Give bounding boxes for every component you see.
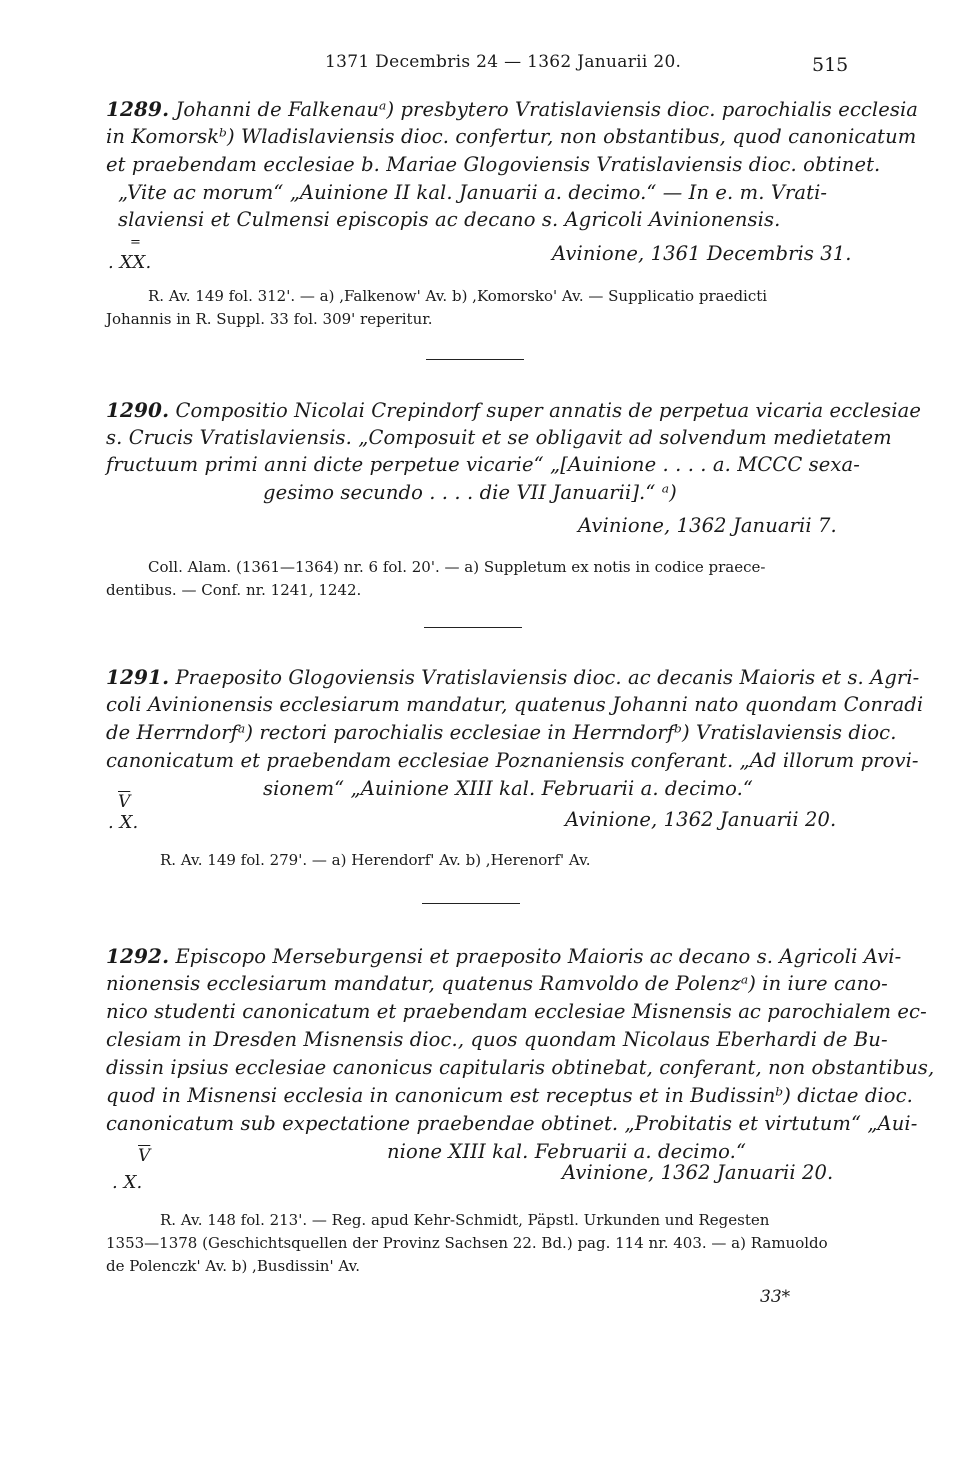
entry-line: nico studenti canonicatum et praebendam ecclesiae Misnensis ac parochialem ec- (106, 1000, 927, 1023)
footnote-line: dentibus. — Conf. nr. 1241, 1242. (106, 581, 362, 599)
entry-line (106, 944, 901, 968)
footnote-line: R. Av. 149 fol. 312'. — a) ,Falkenow' Av. b) ,Komorsko' Av. — Supplicatio praedicti (148, 287, 768, 305)
chancery-mark: . X. (112, 1172, 143, 1193)
signature-mark: 33* (760, 1287, 791, 1307)
header-title: 1371 Decembris 24 — 1362 Januarii 20. (325, 52, 682, 72)
entry-number: 1292. (106, 944, 170, 968)
chancery-mark-top: = (130, 235, 141, 250)
entry-line: slaviensi et Culmensi episcopis ac decano s. Agricoli Avinionensis. (118, 208, 781, 231)
separator-rule (422, 903, 520, 904)
footnote-line: Johannis in R. Suppl. 33 fol. 309' reperitur. (106, 310, 433, 328)
entry-line: canonicatum et praebendam ecclesiae Poznaniensis conferant. „Ad illorum provi- (106, 749, 919, 772)
entry-line: quod in Misnensi ecclesia in canonicum est receptus et in Budissinᵇ) dictae dioc. (106, 1084, 913, 1107)
chancery-mark-top: $\overline{V}$ (138, 1146, 151, 1166)
entry-line (106, 398, 921, 422)
entry-text: Johanni de Falkenauᵃ) presbytero Vratislaviensis dioc. parochialis ecclesia (175, 98, 919, 121)
entry-text: Praeposito Glogoviensis Vratislaviensis dioc. ac decanis Maioris et s. Agri- (175, 666, 920, 689)
footnote-line: 1353—1378 (Geschichtsquellen der Provinz Sachsen 22. Bd.) pag. 114 nr. 403. — a) Ramuoldo (106, 1234, 828, 1252)
entry-line: canonicatum sub expectatione praebendae obtinet. „Probitatis et virtutum“ „Aui- (106, 1112, 918, 1135)
entry-line: „Vite ac morum“ „Auinione II kal. Januarii a. decimo.“ — In e. m. Vrati- (118, 181, 828, 204)
entry-line: de Herrndorfᵃ) rectori parochialis ecclesiae in Herrndorfᵇ) Vratislaviensis dioc. (106, 721, 897, 744)
chancery-mark-top: $\overline{V}$ (118, 792, 131, 812)
entry-number: 1291. (106, 665, 170, 689)
entry-date: Avinione, 1362 Januarii 7. (578, 514, 837, 537)
footnote-line: Coll. Alam. (1361—1364) nr. 6 fol. 20'. — a) Suppletum ex notis in codice praece- (148, 558, 766, 576)
running-header (0, 52, 960, 82)
entry-line: sionem“ „Auinione XIII kal. Februarii a. decimo.“ (263, 777, 753, 800)
footnote-line: R. Av. 149 fol. 279'. — a) Herendorf' Av. b) ,Herenorf' Av. (160, 851, 591, 869)
entry-line: in Komorskᵇ) Wladislaviensis dioc. confertur, non obstantibus, quod canonicatum (106, 125, 917, 148)
entry-line (106, 665, 919, 689)
entry-line: gesimo secundo . . . . die VII Januarii].“ ᵃ) (263, 481, 677, 504)
footnote-line: R. Av. 148 fol. 213'. — Reg. apud Kehr-Schmidt, Päpstl. Urkunden und Regesten (160, 1211, 770, 1229)
entry-line: clesiam in Dresden Misnensis dioc., quos quondam Nicolaus Eberhardi de Bu- (106, 1028, 888, 1051)
entry-text: Episcopo Merseburgensi et praeposito Maioris ac decano s. Agricoli Avi- (175, 945, 902, 968)
footnote-line: de Polenczk' Av. b) ,Busdissin' Av. (106, 1257, 361, 1275)
entry-line: fructuum primi anni dicte perpetue vicarie“ „[Auinione . . . . a. MCCC sexa- (106, 453, 860, 476)
entry-date: Avinione, 1361 Decembris 31. (552, 242, 852, 265)
entry-number: 1290. (106, 398, 170, 422)
chancery-mark: . XX. (108, 252, 152, 273)
separator-rule (424, 627, 522, 628)
entry-date: Avinione, 1362 Januarii 20. (562, 1161, 834, 1184)
entry-text: Compositio Nicolai Crepindorf super annatis de perpetua vicaria ecclesiae (175, 399, 921, 422)
page-number: 515 (812, 54, 849, 76)
entry-line: s. Crucis Vratislaviensis. „Composuit et se obligavit ad solvendum medietatem (106, 426, 892, 449)
entry-line: nionensis ecclesiarum mandatur, quatenus Ramvoldo de Polenzᵃ) in iure cano- (106, 972, 888, 995)
entry-date: Avinione, 1362 Januarii 20. (565, 808, 837, 831)
entry-line: coli Avinionensis ecclesiarum mandatur, quatenus Johanni nato quondam Conradi (106, 693, 924, 716)
entry-line: nione XIII kal. Februarii a. decimo.“ (387, 1140, 747, 1163)
entry-line: dissin ipsius ecclesiae canonicus capitularis obtinebat, conferant, non obstantibus, (106, 1056, 935, 1079)
entry-line: et praebendam ecclesiae b. Mariae Glogoviensis Vratislaviensis dioc. obtinet. (106, 153, 881, 176)
entry-line (106, 97, 918, 121)
entry-number: 1289. (106, 97, 170, 121)
separator-rule (426, 359, 524, 360)
chancery-mark: . X. (108, 812, 139, 833)
